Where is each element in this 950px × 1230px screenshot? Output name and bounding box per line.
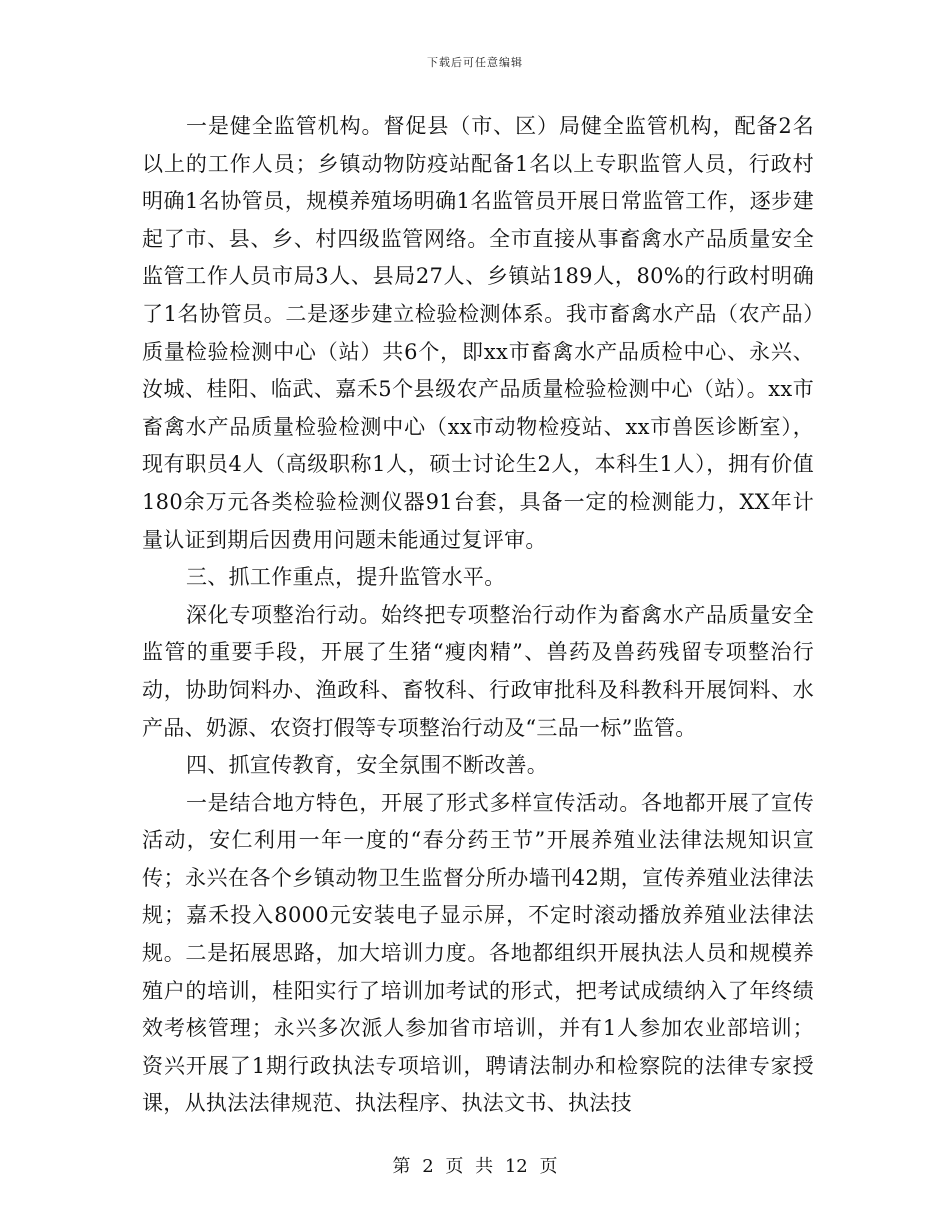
paragraph-2: 深化专项整治行动。始终把专项整治行动作为畜禽水产品质量安全监管的重要手段，开展了生猪“瘦肉精”、兽药及兽药残留专项整治行动，协助饲料办、渔政科、畜牧科、行政审批科及科教科开展饲料、水产品、奶源、农资打假等专项整治行动及“三品一标”监管。	[142, 602, 814, 740]
page-number-footer: 第 2 页 共 12 页	[392, 1156, 558, 1177]
paragraph-1: 一是健全监管机构。督促县（市、区）局健全监管机构，配备2名以上的工作人员；乡镇动物防疫站配备1名以上专职监管人员，行政村明确1名协管员，规模养殖场明确1名监管员开展日常监管工作，逐步建起了市、县、乡、村四级监管网络。全市直接从事畜禽水产品质量安全监管工作人员市局3人、县局27人、乡镇站189人，80%的行政村明确了1名协管员。二是逐步建立检验检测体系。我市畜禽水产品（农产品）质量检验检测中心（站）共6个，即xx市畜禽水产品质检中心、永兴、汝城、桂阳、临武、嘉禾5个县级农产品质量检验检测中心（站）。xx市畜禽水产品质量检验检测中心（xx市动物检疫站、xx市兽医诊断室），现有职员4人（高级职称1人，硕士讨论生2人，本科生1人），拥有价值180余万元各类检验检测仪器91台套，具备一定的检测能力，XX年计量认证到期后因费用问题未能通过复评审。	[142, 114, 814, 552]
document-body	[142, 108, 814, 1123]
paragraph-3: 一是结合地方特色，开展了形式多样宣传活动。各地都开展了宣传活动，安仁利用一年一度的“春分药王节”开展养殖业法律法规知识宣传；永兴在各个乡镇动物卫生监督分所办墙刊42期，宣传养殖业法律法规；嘉禾投入8000元安装电子显示屏，不定时滚动播放养殖业法律法规。二是拓展思路，加大培训力度。各地都组织开展执法人员和规模养殖户的培训，桂阳实行了培训加考试的形式，把考试成绩纳入了年终绩效考核管理；永兴多次派人参加省市培训，并有1人参加农业部培训；资兴开展了1期行政执法专项培训，聘请法制办和检察院的法律专家授课，从执法法律规范、执法程序、执法文书、执法技	[142, 790, 814, 1116]
header-note: 下载后可任意编辑	[427, 56, 523, 69]
section-heading-3: 三、抓工作重点，提升监管水平。	[186, 565, 506, 590]
section-heading-4: 四、抓宣传教育，安全氛围不断改善。	[186, 753, 549, 778]
